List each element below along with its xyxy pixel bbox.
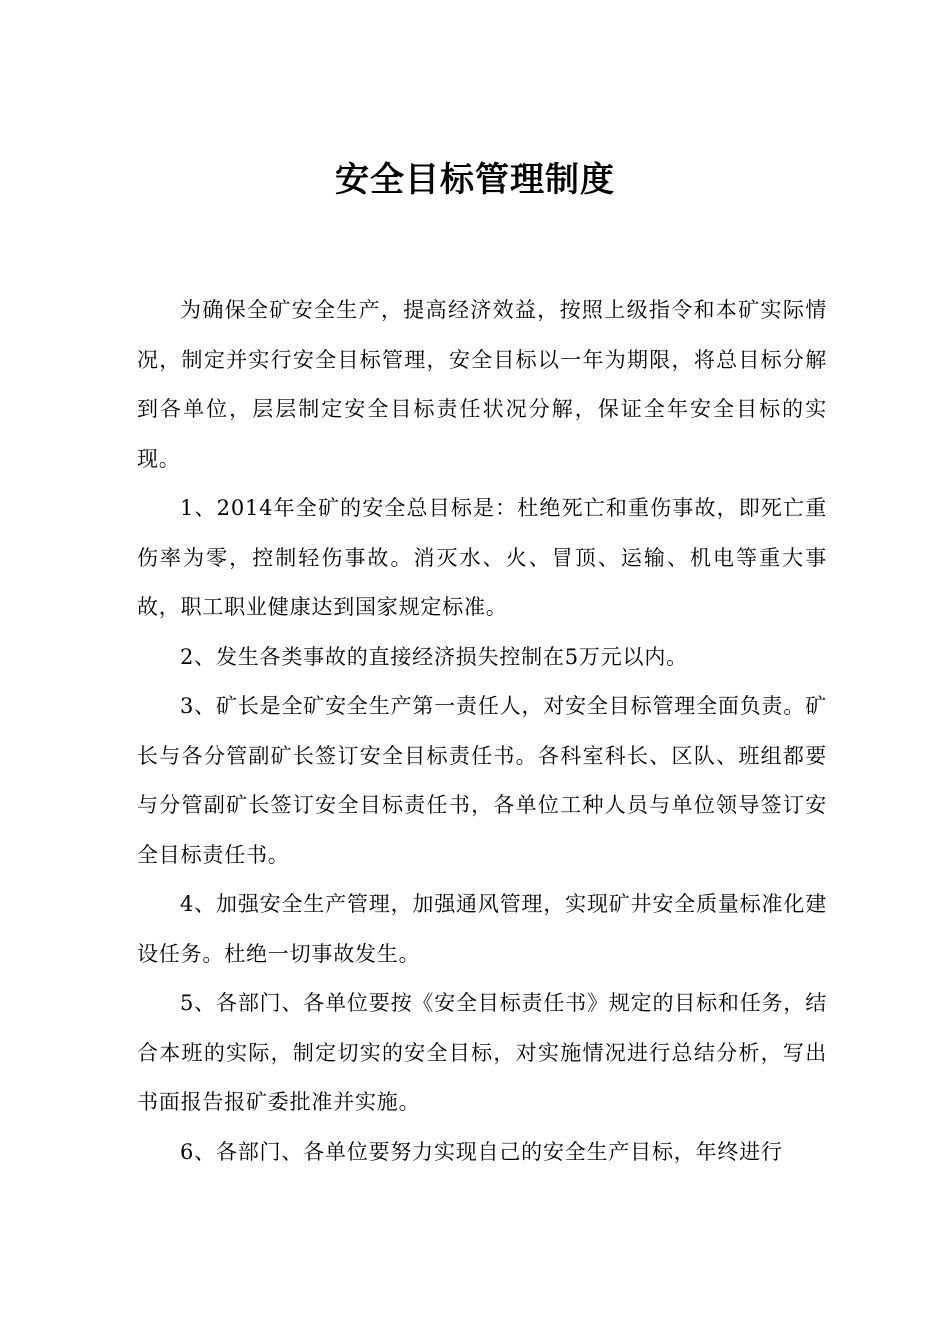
document-title: 安全目标管理制度	[335, 160, 615, 200]
paragraph-item-4: 4、加强安全生产管理，加强通风管理，实现矿井安全质量标准化建设任务。杜绝一切事故发生。	[137, 892, 827, 966]
paragraph-item-1: 1、2014年全矿的安全总目标是：杜绝死亡和重伤事故，即死亡重伤率为零，控制轻伤事故。消灭水、火、冒顶、运输、机电等重大事故，职工职业健康达到国家规定标准。	[137, 496, 827, 619]
document-body	[137, 286, 827, 1177]
paragraph-item-5: 5、各部门、各单位要按《安全目标责任书》规定的目标和任务，结合本班的实际，制定切实的安全目标，对实施情况进行总结分析，写出书面报告报矿委批准并实施。	[137, 991, 827, 1114]
paragraph-item-2: 2、发生各类事故的直接经济损失控制在5万元以内。	[180, 644, 688, 669]
paragraph-intro: 为确保全矿安全生产，提高经济效益，按照上级指令和本矿实际情况，制定并实行安全目标管理，安全目标以一年为期限，将总目标分解到各单位，层层制定安全目标责任状况分解，保证全年安全目标的实现。	[137, 298, 827, 471]
paragraph-item-3: 3、矿长是全矿安全生产第一责任人，对安全目标管理全面负责。矿长与各分管副矿长签订安全目标责任书。各科室科长、区队、班组都要与分管副矿长签订安全目标责任书，各单位工种人员与单位领导签订安全目标责任书。	[137, 694, 827, 867]
paragraph-item-6: 6、各部门、各单位要努力实现自己的安全生产目标，年终进行	[180, 1139, 783, 1164]
